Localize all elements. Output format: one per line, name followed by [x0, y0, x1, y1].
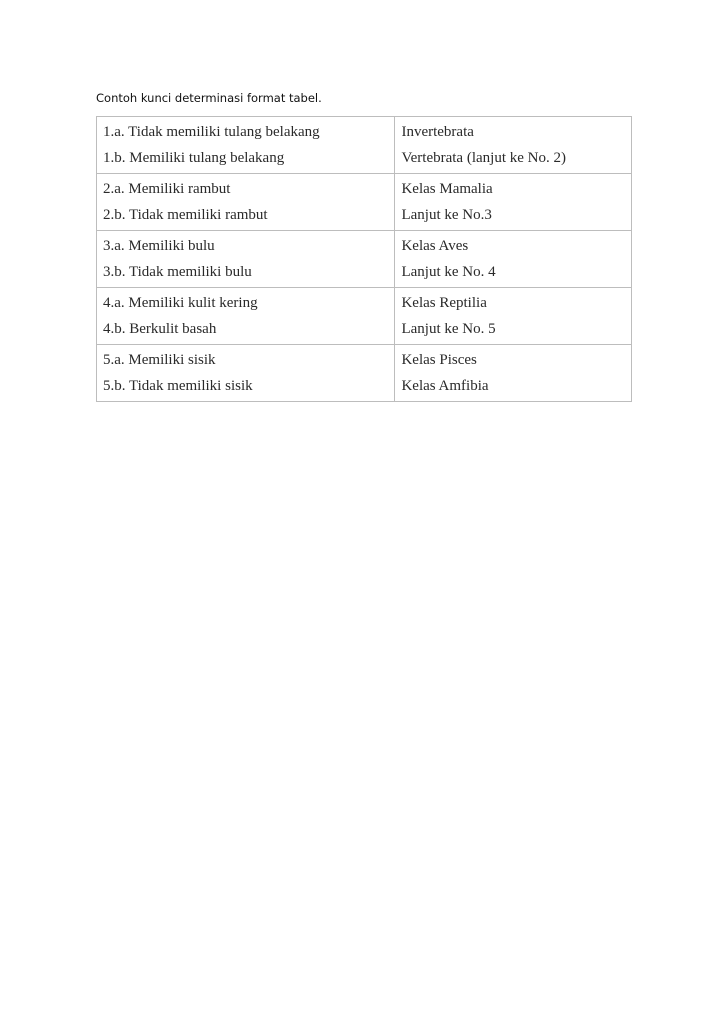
result-b-text: Lanjut ke No. 4 [401, 264, 496, 280]
table-row [97, 345, 632, 402]
result-a-text: Kelas Mamalia [401, 181, 493, 197]
option-b-text: 5.b. Tidak memiliki sisik [103, 378, 253, 394]
option-b-text: 4.b. Berkulit basah [103, 321, 217, 337]
option-a-text: 5.a. Memiliki sisik [103, 352, 216, 368]
table-row [97, 288, 632, 345]
characteristic-cell [97, 345, 395, 402]
result-b-text: Lanjut ke No. 5 [401, 321, 496, 337]
option-a-text: 2.a. Memiliki rambut [103, 181, 231, 197]
option-a-text: 3.a. Memiliki bulu [103, 238, 215, 254]
characteristic-cell [97, 231, 395, 288]
option-b-text: 3.b. Tidak memiliki bulu [103, 264, 252, 280]
option-b-text: 1.b. Memiliki tulang belakang [103, 150, 285, 166]
option-b-text: 2.b. Tidak memiliki rambut [103, 207, 268, 223]
characteristic-cell [97, 288, 395, 345]
result-b-text: Lanjut ke No.3 [401, 207, 492, 223]
characteristic-cell [97, 117, 395, 174]
result-a-text: Kelas Aves [401, 238, 469, 254]
characteristic-cell [97, 174, 395, 231]
result-a-text: Kelas Pisces [401, 352, 477, 368]
result-cell [395, 345, 632, 402]
determination-key-table [96, 116, 632, 402]
result-cell [395, 117, 632, 174]
result-cell [395, 288, 632, 345]
result-a-text: Invertebrata [401, 124, 474, 140]
table-row [97, 117, 632, 174]
result-cell [395, 231, 632, 288]
table-caption: Contoh kunci determinasi format tabel. [96, 91, 322, 105]
result-b-text: Vertebrata (lanjut ke No. 2) [401, 150, 566, 166]
table-row [97, 231, 632, 288]
result-cell [395, 174, 632, 231]
result-b-text: Kelas Amfibia [401, 378, 489, 394]
option-a-text: 1.a. Tidak memiliki tulang belakang [103, 124, 320, 140]
table-row [97, 174, 632, 231]
result-a-text: Kelas Reptilia [401, 295, 487, 311]
option-a-text: 4.a. Memiliki kulit kering [103, 295, 258, 311]
